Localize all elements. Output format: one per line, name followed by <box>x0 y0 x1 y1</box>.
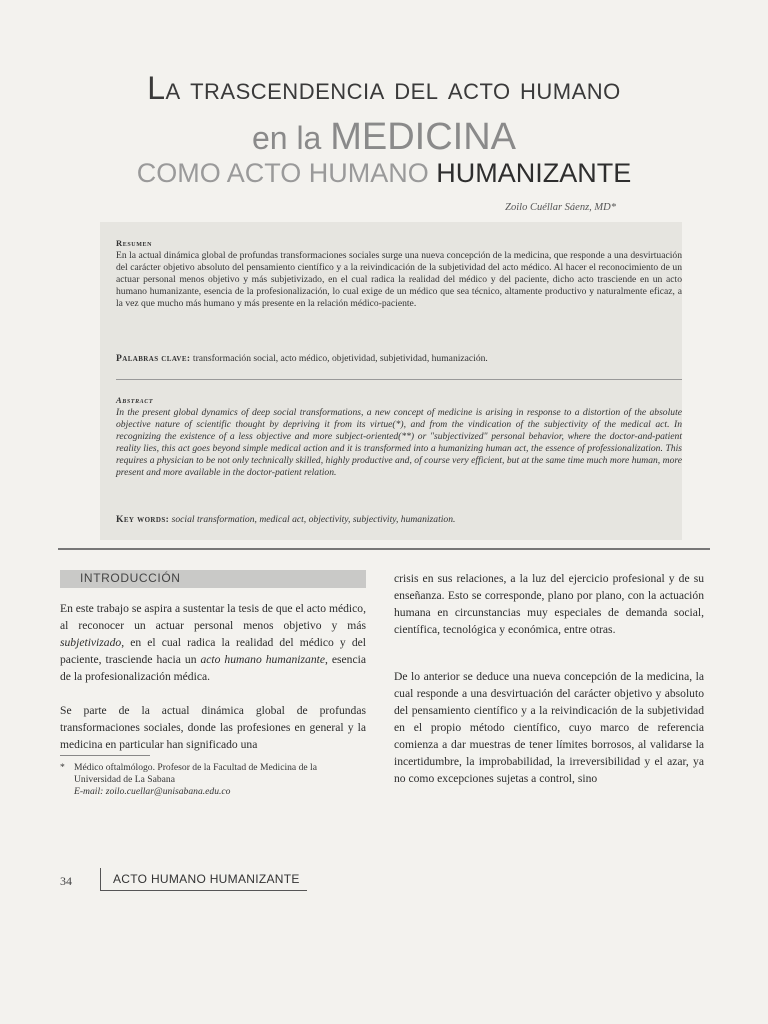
footnote-text: Médico oftalmólogo. Profesor de la Facultad de Medicina de la Universidad de La Sabana <box>74 762 317 785</box>
intro-paragraph-2: Se parte de la actual dinámica global de profundas transformaciones sociales, donde las profesiones en general y la medicina en particular han significado una <box>60 704 366 751</box>
running-title: ACTO HUMANO HUMANIZANTE <box>113 872 300 886</box>
intro-right-paragraph-2: De lo anterior se deduce una nueva concepción de la medicina, la cual responde a una desvirtuación del carácter objetivo y absoluto del pensamiento científico y a la reivindicación de la subjetividad en el propio método científico, cuyo marco de referencia comienza a dar muestras de tener límites borrosos, al validarse la incertidumbre, la improbabilidad, la irreversibilidad y el azar, ya no como excepciones sujetas a control, sino <box>394 670 704 785</box>
key-words-label: Key words: <box>116 514 170 525</box>
palabras-clave-text: transformación social, acto médico, objetividad, subjetividad, humanización. <box>190 353 488 364</box>
intro-p1-acto-humano: acto humano humanizante <box>200 653 325 666</box>
title-line-2-medicina: MEDICINA <box>330 116 517 158</box>
footnote-email: E-mail: zoilo.cuellar@unisabana.edu.co <box>74 786 231 797</box>
key-words <box>116 514 682 525</box>
intro-paragraph-1 <box>60 600 366 685</box>
title-line-3-humanizante: HUMANIZANTE <box>436 158 632 188</box>
palabras-clave <box>116 353 682 364</box>
palabras-clave-label: Palabras clave: <box>116 353 191 364</box>
resumen-heading: Resumen <box>116 238 153 248</box>
running-title-box <box>100 868 307 891</box>
intro-p1-subjetivizado: subjetivizado <box>60 636 122 649</box>
section-divider <box>58 548 710 550</box>
title-line-3-prefix: COMO ACTO HUMANO <box>136 158 437 188</box>
abstract-heading: Abstract <box>116 395 154 405</box>
title-line-2 <box>0 116 768 159</box>
introduccion-heading-bar <box>60 570 366 588</box>
intro-p1-e: , esencia de la profesionalización médica. <box>60 653 366 683</box>
abstract-text: In the present global dynamics of deep social transformations, a new concept of medicine is arising in response to a distortion of the absolute objective nature of scientific thought by depriving it from its virtue(*), and from the vindication of the subjectivity of the medical act. In recognizing the existence of a less objective and more subject-oriented(**) or "subjectivized" personal behavior, where the doctor-and-patient reality lies, this act goes beyond simple medical action and it is transformed into a humanizing human act, the essence of professionalization. This requires a physician to be not only technically skilled, highly productive and, of course very efficient, but at the same time much more human, more present and more available in the doctor-patient relation. <box>116 407 682 478</box>
intro-right-paragraph-1: crisis en sus relaciones, a la luz del ejercicio profesional y de su enseñanza. Esto se corresponde, plano por plano, con la actuación humana en circunstancias muy especiales de demanda social, científica, tecnológica y económica, entre otras. <box>394 572 704 636</box>
intro-p1-a: En este trabajo se aspira a sustentar la tesis de que el acto médico, al reconocer un actuar personal menos objetivo y más <box>60 602 366 632</box>
introduccion-heading: INTRODUCCIÓN <box>80 571 181 585</box>
resumen-text: En la actual dinámica global de profundas transformaciones sociales surge una nueva concepción de la medicina, que responde a una desvirtuación del carácter objetivo absoluto del pensamiento científico y a la reivindicación de la subjetividad del acto médico. Al hacer el reconocimiento de un actuar personal menos objetivo y más subjetivizado, en el cual radica la realidad del médico y del paciente, dicho acto trasciende en un acto humano humanizante, esencia de la profesionalización, lo cual exige de un médico que sea técnico, altamente productivo y naturalmente eficaz, a la vez que mucho más humano y más presente en la relación médico-paciente. <box>116 250 682 309</box>
title-line-2-prefix: en la <box>251 120 331 156</box>
intro-p1-c: , en el cual radica la realidad del médico y del paciente, trasciende hacia un <box>60 636 366 666</box>
title-line-1: La trascendencia del acto humano <box>147 70 621 106</box>
key-words-text: social transformation, medical act, objectivity, subjectivity, humanization. <box>169 514 456 525</box>
footnote-rule <box>60 755 150 756</box>
title-line-3 <box>0 158 768 189</box>
page-number: 34 <box>60 874 72 888</box>
footnote-mark: * <box>60 762 65 773</box>
author: Zoilo Cuéllar Sáenz, MD* <box>505 202 616 213</box>
abstract-divider <box>116 379 682 380</box>
